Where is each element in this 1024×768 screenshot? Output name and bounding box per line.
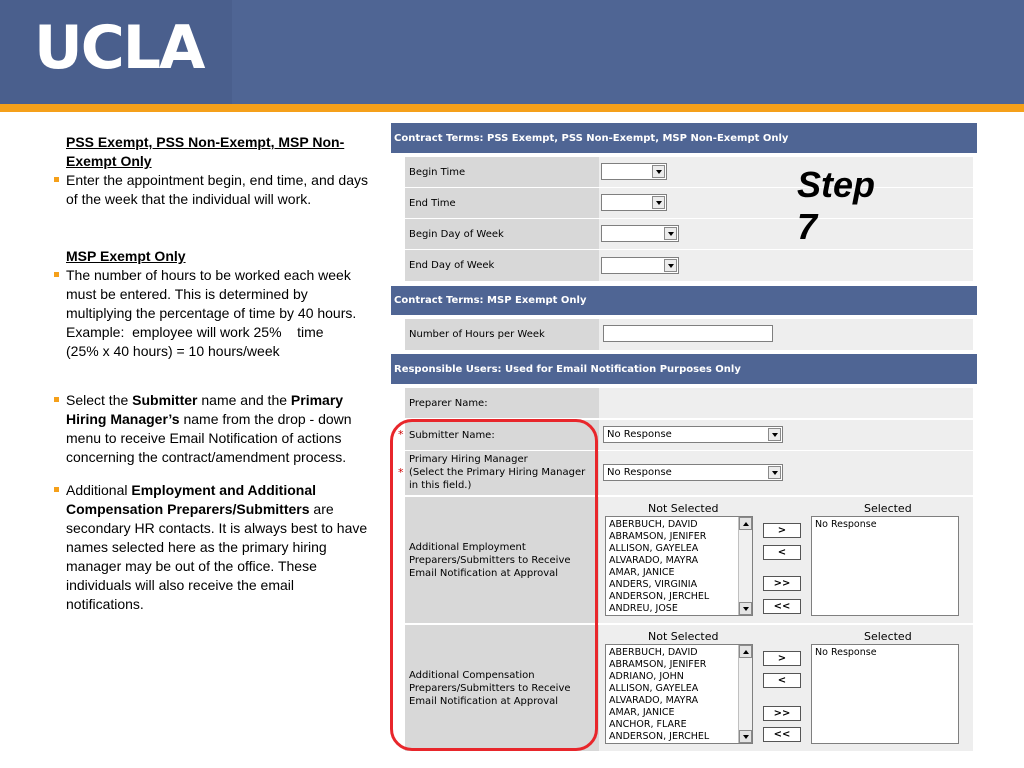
bullet-text: The number of hours to be worked each week must be entered. This is determined by multiplying the percentage of time by 40 hours.	[66, 267, 357, 321]
not-selected-header: Not Selected	[648, 630, 719, 643]
bullet-text: Select the	[66, 392, 133, 408]
remove-button[interactable]: <	[763, 673, 801, 688]
add-all-button[interactable]: >>	[763, 576, 801, 591]
chevron-down-icon	[652, 196, 665, 209]
section-header-responsible-users: Responsible Users: Used for Email Notification Purposes Only	[391, 354, 977, 384]
list-item[interactable]: ABRAMSON, JENIFER	[609, 531, 707, 542]
list-items	[609, 519, 749, 615]
field-cell	[599, 319, 973, 350]
field-cell	[599, 625, 973, 751]
bullet-text: are secondary HR contacts. It is always best to have names selected here as the primary hiring manager may be out of the office. These individuals will also receive the email notifications.	[66, 501, 368, 612]
required-mark: *	[398, 428, 404, 441]
row-end-time	[405, 188, 973, 218]
row-begin-day	[405, 219, 973, 249]
list-item[interactable]: ANDERSON, JERCHEL	[609, 731, 710, 742]
list-item[interactable]: ALVARADO, MAYRA	[609, 555, 699, 566]
list-item[interactable]: No Response	[815, 647, 877, 658]
phm-select[interactable]	[603, 464, 783, 481]
compensation-selected-list[interactable]	[811, 644, 959, 744]
highlight-oval	[390, 419, 598, 751]
bullet-pss	[54, 171, 372, 209]
header-banner	[0, 0, 1024, 104]
scroll-up-icon[interactable]	[739, 517, 752, 530]
list-items	[609, 647, 749, 743]
instructions	[54, 133, 372, 614]
field-cell	[599, 250, 973, 281]
field-cell	[599, 157, 973, 187]
add-button[interactable]: >	[763, 651, 801, 666]
list-item[interactable]: AMAR, JANICE	[609, 707, 675, 718]
chevron-down-icon	[768, 428, 781, 441]
remove-button[interactable]: <	[763, 545, 801, 560]
submitter-select[interactable]	[603, 426, 783, 443]
section-header-msp-exempt: Contract Terms: MSP Exempt Only	[391, 286, 977, 315]
field-cell	[599, 420, 973, 450]
list-item[interactable]: ANDERS, VIRGINIA	[609, 579, 698, 590]
row-begin-time	[405, 157, 973, 187]
list-item[interactable]: AMAR, JANICE	[609, 567, 675, 578]
bullet-icon	[54, 272, 59, 277]
add-button[interactable]: >	[763, 523, 801, 538]
end-day-select[interactable]	[601, 257, 679, 274]
additional-employment-label: Additional Employment Preparers/Submitters to Receive Email Notification at Approval	[405, 497, 597, 623]
scrollbar[interactable]	[738, 517, 752, 615]
field-cell	[599, 497, 973, 623]
accent-bar	[0, 104, 1024, 112]
bullet-text-bold: Submitter	[132, 392, 198, 408]
list-item[interactable]: No Response	[815, 519, 877, 530]
field-cell	[599, 188, 973, 218]
bullet-text: name and the	[197, 392, 291, 408]
list-item[interactable]: ABERBUCH, DAVID	[609, 647, 698, 658]
section-title-pss: PSS Exempt, PSS Non-Exempt, MSP Non-Exempt Only	[66, 134, 345, 169]
bullet-text-bold: Primary Hiring Manager’s	[66, 392, 344, 427]
bullet-msp	[54, 266, 372, 361]
section-header-contract-terms: Contract Terms: PSS Exempt, PSS Non-Exempt, MSP Non-Exempt Only	[391, 123, 977, 153]
list-item[interactable]: ANDERSON, JERCHEL	[609, 591, 710, 602]
bullet-text: (25% x 40 hours) = 10 hours/week	[66, 343, 280, 359]
bullet-additional	[54, 481, 372, 614]
select-value: No Response	[607, 467, 672, 478]
row-preparer	[405, 388, 973, 418]
list-item[interactable]: ANCHOR, FLARE	[609, 719, 687, 730]
begin-day-label: Begin Day of Week	[405, 219, 597, 249]
hours-label: Number of Hours per Week	[405, 319, 597, 350]
row-hours	[405, 319, 973, 350]
select-value: No Response	[607, 429, 672, 440]
begin-time-select[interactable]	[601, 163, 667, 180]
end-time-select[interactable]	[601, 194, 667, 211]
remove-all-button[interactable]: <<	[763, 727, 801, 742]
additional-compensation-label: Additional Compensation Preparers/Submitters to Receive Email Notification at Approval	[405, 625, 597, 751]
chevron-down-icon	[652, 165, 665, 178]
list-item[interactable]: ALLISON, GAYELEA	[609, 683, 699, 694]
remove-all-button[interactable]: <<	[763, 599, 801, 614]
begin-time-label: Begin Time	[405, 157, 597, 187]
chevron-down-icon	[664, 259, 677, 272]
list-item[interactable]: ANDREU, JOSE	[609, 603, 678, 614]
bullet-text: Enter the appointment begin, end time, and days of the week that the individual will work.	[66, 172, 368, 207]
selected-header: Selected	[864, 502, 912, 515]
selected-header: Selected	[864, 630, 912, 643]
preparer-label: Preparer Name:	[405, 388, 597, 418]
begin-day-select[interactable]	[601, 225, 679, 242]
end-time-label: End Time	[405, 188, 597, 218]
list-item[interactable]: ALVARADO, MAYRA	[609, 695, 699, 706]
step-label: Step 7	[797, 164, 876, 247]
bullet-submitter	[54, 391, 372, 467]
list-item[interactable]: ADRIANO, JOHN	[609, 671, 684, 682]
chevron-down-icon	[664, 227, 677, 240]
submitter-label: Submitter Name:	[405, 420, 597, 450]
scrollbar[interactable]	[738, 645, 752, 743]
employment-available-list[interactable]	[605, 516, 753, 616]
ucla-logo: UCLA	[34, 13, 204, 83]
hours-input[interactable]	[603, 325, 773, 342]
scroll-down-icon[interactable]	[739, 602, 752, 615]
bullet-icon	[54, 487, 59, 492]
chevron-down-icon	[768, 466, 781, 479]
section-title-msp: MSP Exempt Only	[66, 248, 186, 264]
add-all-button[interactable]: >>	[763, 706, 801, 721]
required-mark: *	[398, 466, 404, 479]
bullet-text: Example: employee will work 25% time	[66, 324, 324, 340]
not-selected-header: Not Selected	[648, 502, 719, 515]
bullet-text-bold: Employment and Additional Compensation Preparers/Submitters	[66, 482, 316, 517]
bullet-icon	[54, 397, 59, 402]
employment-selected-list[interactable]	[811, 516, 959, 616]
phm-label-line: Primary Hiring Manager	[409, 454, 528, 465]
scroll-down-icon[interactable]	[739, 730, 752, 743]
field-cell	[599, 388, 973, 418]
scroll-up-icon[interactable]	[739, 645, 752, 658]
row-end-day	[405, 250, 973, 281]
bullet-text: name from the drop - down menu to receive Email Notification of actions concerning the contract/amendment process.	[66, 411, 352, 465]
list-item[interactable]: ABERBUCH, DAVID	[609, 519, 698, 530]
list-item[interactable]: ALLISON, GAYELEA	[609, 543, 699, 554]
field-cell	[599, 451, 973, 495]
list-item[interactable]: ABRAMSON, JENIFER	[609, 659, 707, 670]
end-day-label: End Day of Week	[405, 250, 597, 281]
field-cell	[599, 219, 973, 249]
bullet-icon	[54, 177, 59, 182]
compensation-available-list[interactable]	[605, 644, 753, 744]
bullet-text: Additional	[66, 482, 132, 498]
phm-label-line: (Select the Primary Hiring Manager in this field.)	[409, 467, 586, 491]
